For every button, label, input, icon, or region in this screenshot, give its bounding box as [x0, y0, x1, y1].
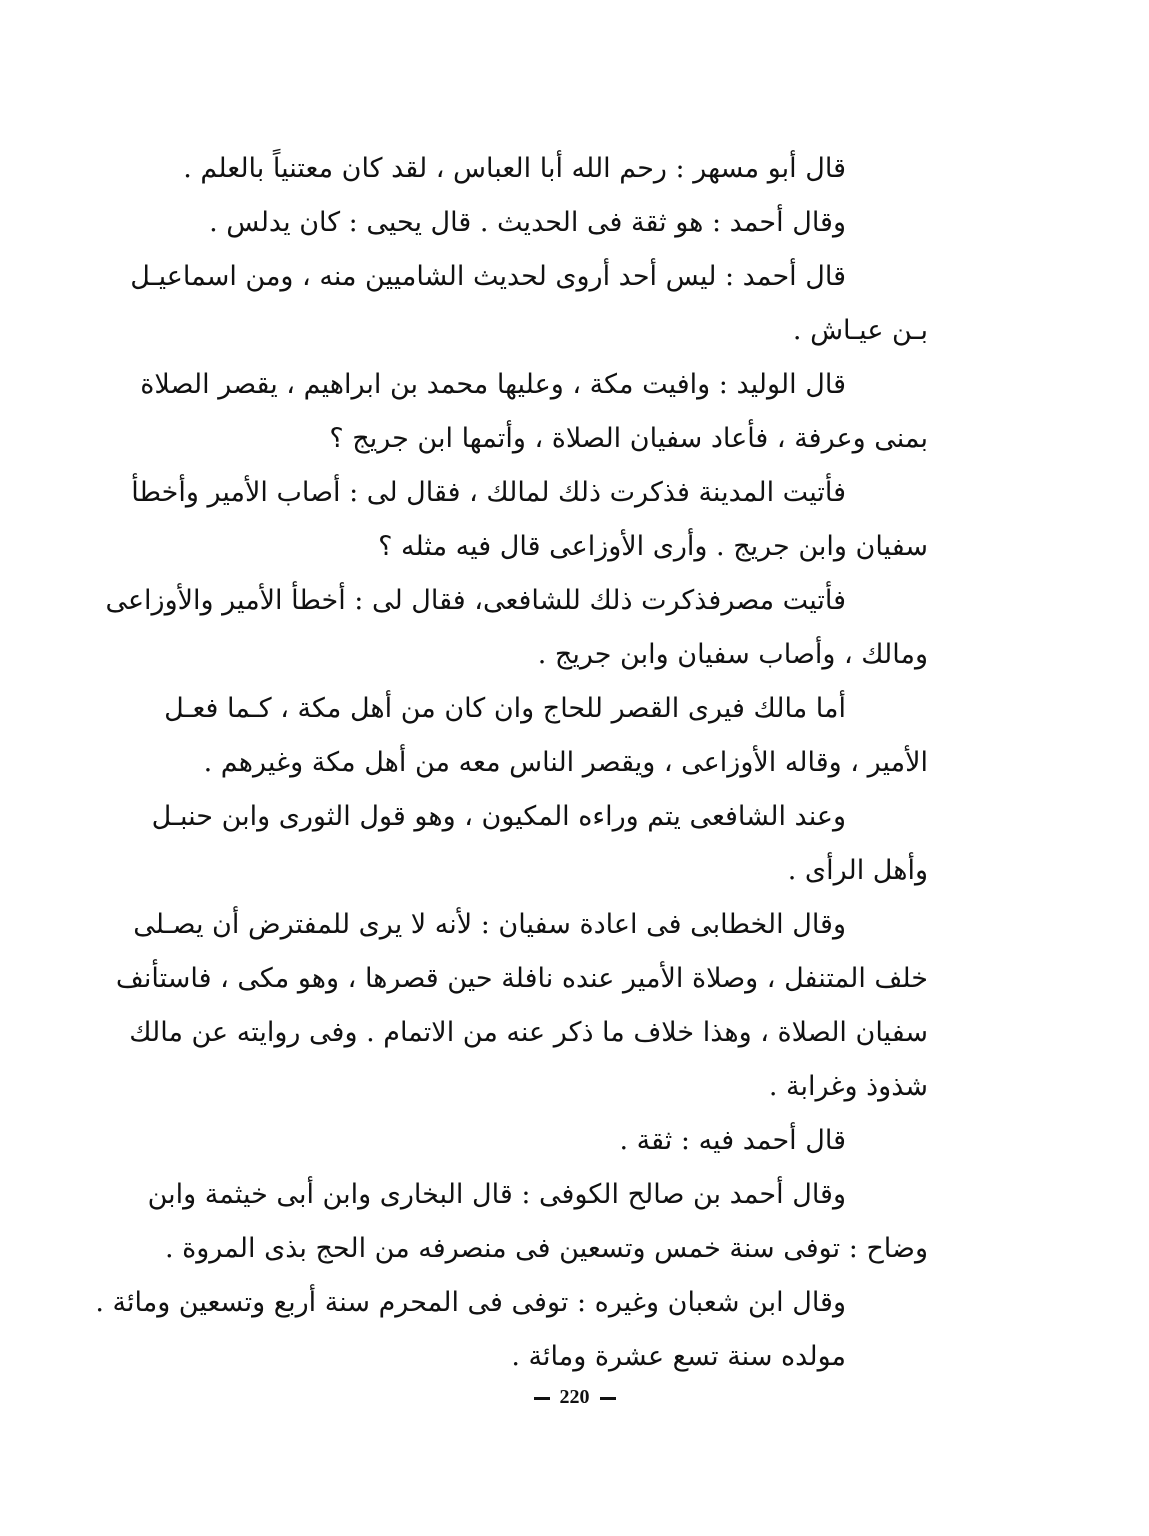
text-line: وضاح : توفى سنة خمس وتسعين فى منصرفه من الحج بذى المروة . [164, 1233, 928, 1264]
body-text [95, 142, 928, 1384]
text-line: سفيان وابن جريج . وأرى الأوزاعى قال فيه مثله ؟ [378, 531, 928, 562]
text-line: سفيان الصلاة ، وهذا خلاف ما ذكر عنه من الاتمام . وفى روايته عن مالك [129, 1017, 928, 1048]
text-line: خلف المتنفل ، وصلاة الأمير عنده نافلة حين قصرها ، وهو مكى ، فاستأنف [115, 963, 928, 994]
text-line: وقال ابن شعبان وغيره : توفى فى المحرم سنة أربع وتسعين ومائة . [95, 1287, 846, 1318]
text-line: قال الوليد : وافيت مكة ، وعليها محمد بن ابراهيم ، يقصر الصلاة [140, 369, 846, 400]
text-line: وقال أحمد : هو ثقة فى الحديث . قال يحيى : كان يدلس . [209, 207, 846, 238]
text-line: وقال أحمد بن صالح الكوفى : قال البخارى وابن أبى خيثمة وابن [147, 1179, 846, 1210]
text-line: ومالك ، وأصاب سفيان وابن جريج . [537, 639, 928, 670]
text-line: وعند الشافعى يتم وراءه المكيون ، وهو قول الثورى وابن حنبـل [151, 801, 846, 832]
text-line: وأهل الرأى . [787, 855, 928, 886]
page-number-dash-right [600, 1397, 616, 1400]
page-number-value: 220 [559, 1386, 590, 1408]
text-line: مولده سنة تسع عشرة ومائة . [511, 1341, 846, 1372]
text-line: فأتيت المدينة فذكرت ذلك لمالك ، فقال لى : أصاب الأمير وأخطأ [131, 477, 846, 508]
text-line: قال أحمد : ليس أحد أروى لحديث الشاميين منه ، ومن اسماعيـل [130, 261, 846, 292]
text-line: قال أحمد فيه : ثقة . [619, 1125, 846, 1156]
text-line: أما مالك فيرى القصر للحاج وان كان من أهل مكة ، كـما فعـل [164, 693, 846, 724]
text-line: فأتيت مصرفذكرت ذلك للشافعى، فقال لى : أخطأ الأمير والأوزاعى [105, 585, 846, 616]
text-line: وقال الخطابى فى اعادة سفيان : لأنه لا يرى للمفترض أن يصـلى [133, 909, 846, 940]
text-line: قال أبو مسهر : رحم الله أبا العباس ، لقد كان معتنياً بالعلم . [183, 153, 846, 184]
text-line: الأمير ، وقاله الأوزاعى ، ويقصر الناس معه من أهل مكة وغيرهم . [203, 747, 928, 778]
page-number-dash-left [534, 1397, 550, 1400]
page-number [0, 1386, 1149, 1409]
text-line: شذوذ وغرابة . [768, 1071, 928, 1102]
text-line: بمنى وعرفة ، فأعاد سفيان الصلاة ، وأتمها ابن جريج ؟ [329, 423, 928, 454]
text-line: بـن عيـاش . [792, 315, 928, 346]
